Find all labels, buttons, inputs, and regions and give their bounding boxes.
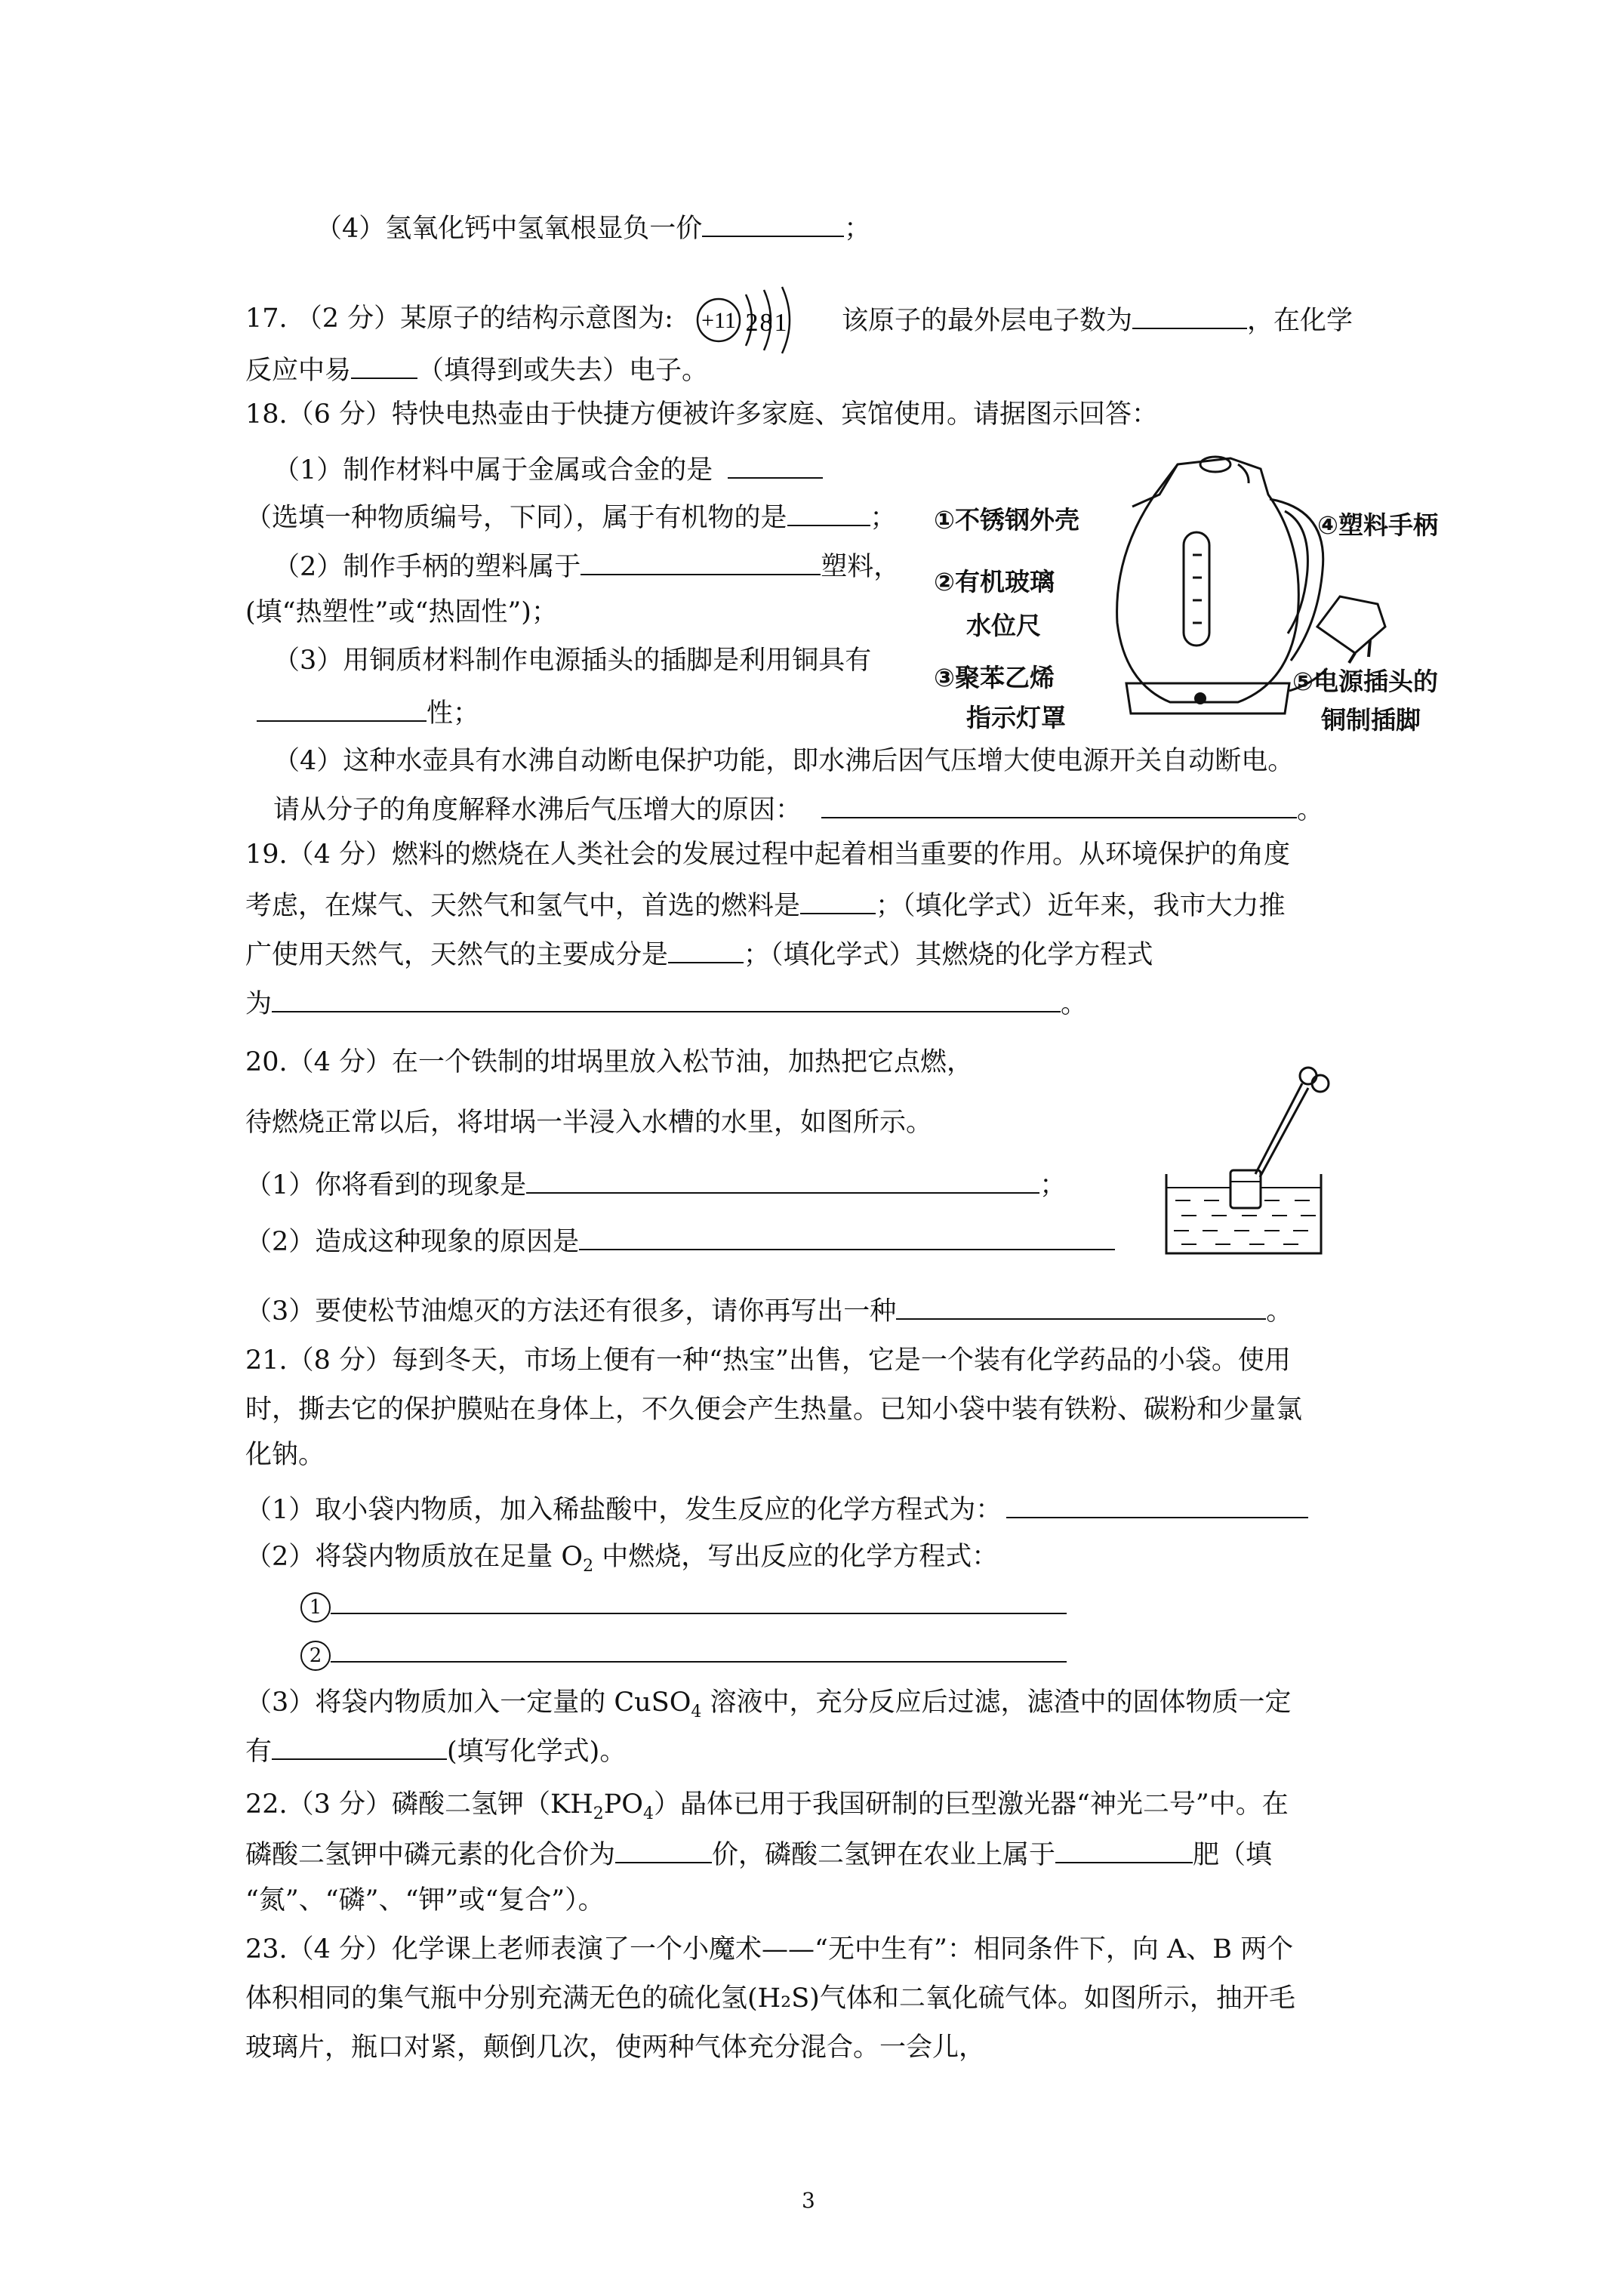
q18-s1b-text: （选填一种物质编号，下同），属于有机物的是	[245, 503, 787, 533]
q18-s4b-end: 。	[1297, 795, 1324, 825]
q18-blank5[interactable]	[821, 791, 1297, 818]
q22-l3: “氮”、“磷”、“钾”或“复合”）。	[245, 1885, 605, 1915]
q21-l2: 时，撕去它的保护膜贴在身体上，不久便会产生热量。已知小袋中装有铁粉、碳粉和少量氯	[245, 1395, 1303, 1425]
q18-s1b-end: ；	[870, 503, 897, 533]
q18-blank2[interactable]	[787, 499, 870, 526]
q20-s3	[245, 1293, 1292, 1328]
q20-blank2[interactable]	[579, 1223, 1115, 1250]
q22-l1a: 22.（3 分）磷酸二氢钾（KH	[245, 1789, 593, 1820]
q19-l1: 19.（4 分）燃料的燃烧在人类社会的发展过程中起着相当重要的作用。从环境保护的角度	[245, 840, 1291, 870]
q21-s1-text: （1）取小袋内物质，加入稀盐酸中，发生反应的化学方程式为：	[245, 1495, 1002, 1525]
q18-s2	[273, 548, 900, 584]
q18-s1	[273, 451, 823, 487]
q21-eq2	[300, 1635, 1067, 1671]
nucleus-charge: +11	[701, 308, 736, 333]
label-plug-b: 铜制插脚	[1321, 705, 1421, 735]
q19-blank3[interactable]	[272, 985, 1061, 1012]
label-polystyrene-a: ③聚苯乙烯	[934, 663, 1055, 692]
q19-l3a: 广使用天然气，天然气的主要成分是	[245, 940, 669, 970]
q18-s2-text: （2）制作手柄的塑料属于	[273, 552, 581, 582]
q19-l3	[245, 936, 1153, 972]
q21-s3c	[245, 1733, 626, 1768]
label-glass-ruler-a: ②有机玻璃	[934, 567, 1055, 596]
q22-l2c: 肥（填	[1193, 1840, 1273, 1870]
q21-l1: 21.（8 分）每到冬天，市场上便有一种“热宝”出售，它是一个装有化学药品的小袋。使用	[245, 1345, 1291, 1376]
q19-l2	[245, 887, 1286, 923]
q22-blank1[interactable]	[615, 1836, 712, 1863]
q21-s2-sub: 2	[583, 1557, 594, 1576]
q17-text-2a: 反应中易	[245, 356, 352, 386]
q21-s3d: (填写化学式)。	[447, 1737, 627, 1767]
q22-sub2: 4	[642, 1804, 654, 1823]
q20-s2	[245, 1223, 1115, 1259]
q22-l1c: ）晶体已用于我国研制的巨型激光器“神光二号”中。在	[653, 1789, 1289, 1820]
q18-s2-end: 塑料，	[821, 552, 901, 582]
q17-stem: 17. （2 分）某原子的结构示意图为:	[245, 304, 673, 334]
q18-s2b: (填“热塑性”或“热固性”)；	[245, 597, 558, 627]
q18-stem: 18.（6 分）特快电热壶由于快捷方便被许多家庭、宾馆使用。请据图示回答：	[245, 399, 1159, 430]
q22-l1b: PO	[603, 1789, 643, 1820]
q21-eq1	[300, 1587, 1067, 1623]
q21-s3-sub: 4	[691, 1703, 702, 1721]
circled-1: 1	[300, 1592, 331, 1623]
label-glass-ruler-b: 水位尺	[966, 611, 1041, 640]
q22-l1	[245, 1788, 1289, 1831]
q20-blank3[interactable]	[896, 1293, 1266, 1320]
q18-s3: （3）用铜质材料制作电源插头的插脚是利用铜具有	[273, 646, 872, 676]
q23-l2: 体积相同的集气瓶中分别充满无色的硫化氢(H₂S)气体和二氧化硫气体。如图所示，抽开毛	[245, 1983, 1295, 2014]
electron-shells: 281	[745, 309, 789, 337]
q17-blank1[interactable]	[1132, 302, 1247, 329]
q20-s3-text: （3）要使松节油熄灭的方法还有很多，请你再写出一种	[245, 1296, 897, 1327]
q20-s2-text: （2）造成这种现象的原因是	[245, 1227, 580, 1257]
q22-l2b: 价，磷酸二氢钾在农业上属于	[712, 1840, 1056, 1870]
q16-item4	[316, 210, 870, 245]
q22-sub1: 2	[593, 1804, 604, 1823]
label-stainless-shell: ①不锈钢外壳	[934, 505, 1079, 535]
q17-text-b: 该原子的最外层电子数为	[842, 306, 1133, 336]
atom-structure-diagram	[693, 281, 814, 356]
q19-l4b: 。	[1061, 989, 1088, 1019]
q17-blank2[interactable]	[351, 352, 417, 379]
q17-text-c: ，在化学	[1247, 306, 1354, 336]
q17-line1-b	[842, 302, 1353, 337]
label-plug-a: ⑤电源插头的	[1292, 667, 1438, 696]
q18-s4b	[273, 791, 1323, 827]
q22-l2a: 磷酸二氢钾中磷元素的化合价为	[245, 1840, 616, 1870]
q19-l3b: ；（填化学式）其燃烧的化学方程式	[744, 940, 1153, 970]
q19-l4a: 为	[245, 989, 273, 1019]
q22-blank2[interactable]	[1055, 1836, 1193, 1863]
q19-l4	[245, 985, 1087, 1021]
q18-blank1[interactable]	[728, 451, 823, 479]
q16-end: ；	[844, 214, 871, 244]
q20-l1: 20.（4 分）在一个铁制的坩埚里放入松节油，加热把它点燃，	[245, 1047, 974, 1077]
page-number: 3	[802, 2188, 815, 2213]
q21-s2	[245, 1540, 998, 1583]
q21-s3b: 溶液中，充分反应后过滤，滤渣中的固体物质一定	[701, 1687, 1292, 1718]
q20-s3-end: 。	[1266, 1296, 1293, 1327]
q18-s3b-end: 性；	[427, 698, 480, 729]
q21-blank3[interactable]	[331, 1635, 1067, 1663]
crucible-water-tank-figure	[1159, 1061, 1340, 1257]
q21-s2b: 中燃烧，写出反应的化学方程式：	[593, 1542, 999, 1572]
q17-text-2b: （填得到或失去）电子。	[417, 356, 709, 386]
q18-s3b	[257, 695, 479, 730]
q18-blank3[interactable]	[581, 548, 821, 575]
q21-s3a: （3）将袋内物质加入一定量的 CuSO	[245, 1687, 691, 1718]
q19-l2b: ；（填化学式）近年来，我市大力推	[876, 891, 1286, 921]
q20-s1-text: （1）你将看到的现象是	[245, 1170, 527, 1200]
q19-blank1[interactable]	[800, 887, 876, 914]
q18-s4: （4）这种水壶具有水沸自动断电保护功能，即水沸后因气压增大使电源开关自动断电。	[273, 746, 1295, 776]
q17-line2	[245, 352, 708, 387]
q18-s1-text: （1）制作材料中属于金属或合金的是	[273, 455, 713, 485]
q21-blank4[interactable]	[272, 1733, 447, 1760]
q20-l2: 待燃烧正常以后，将坩埚一半浸入水槽的水里，如图所示。	[245, 1108, 933, 1138]
circled-2: 2	[300, 1641, 331, 1671]
q17-line1	[245, 302, 673, 335]
q21-l3: 化钠。	[245, 1440, 325, 1470]
q23-l3: 玻璃片，瓶口对紧，颠倒几次，使两种气体充分混合。一会儿，	[245, 2032, 986, 2063]
q20-blank1[interactable]	[526, 1166, 1039, 1194]
q20-s1-end: ；	[1039, 1170, 1067, 1200]
q16-answer-blank[interactable]	[702, 210, 844, 237]
q21-s1	[245, 1491, 1308, 1527]
label-polystyrene-b: 指示灯罩	[966, 703, 1066, 732]
q18-s1b	[245, 499, 897, 535]
q21-s3	[245, 1686, 1292, 1729]
q18-s4b-text: 请从分子的角度解释水沸后气压增大的原因：	[273, 795, 802, 825]
q22-l2	[245, 1836, 1272, 1872]
q21-blank1[interactable]	[1006, 1491, 1308, 1518]
q18-blank4[interactable]	[257, 695, 427, 722]
q23-l1: 23.（4 分）化学课上老师表演了一个小魔术——“无中生有”：相同条件下，向 A、B 两个	[245, 1934, 1294, 1965]
q19-l2a: 考虑，在煤气、天然气和氢气中，首选的燃料是	[245, 891, 801, 921]
q21-s2a: （2）将袋内物质放在足量 O	[245, 1542, 584, 1572]
q21-s3c-text: 有	[245, 1737, 273, 1767]
q20-s1	[245, 1166, 1066, 1202]
plug-illustration	[1310, 581, 1393, 664]
label-plastic-handle: ④塑料手柄	[1317, 510, 1438, 540]
q21-blank2[interactable]	[331, 1587, 1067, 1614]
q19-blank2[interactable]	[668, 936, 744, 963]
q16-item4-text: （4）氢氧化钙中氢氧根显负一价	[316, 214, 703, 244]
